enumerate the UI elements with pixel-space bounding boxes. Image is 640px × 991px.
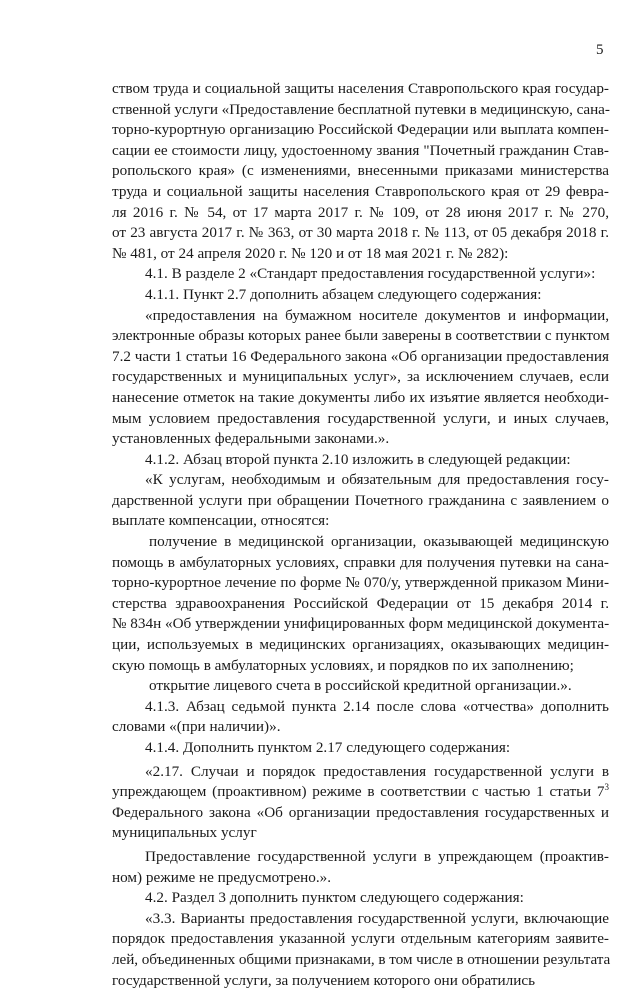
text-line: «2.17. Случаи и порядок предоставления государственной услуги в — [145, 762, 609, 780]
text-line: ственной услуги «Предоставление бесплатной путевки в медицинскую, сана- — [112, 100, 610, 118]
text-line: торно-курортную организацию Российской Федерации или выплата компен- — [112, 121, 609, 139]
document-body — [112, 79, 609, 991]
text-line: помощь в амбулаторных условиях, справки для получения путевки на сана- — [112, 553, 609, 571]
text-line: получение в медицинской организации, оказывающей медицинскую — [149, 533, 609, 551]
text-line: от 23 августа 2017 г. № 363, от 30 марта 2018 г. № 113, от 05 декабря 2018 г. — [112, 224, 609, 242]
superscript-mark: 3 — [604, 782, 609, 793]
text-line: «3.3. Варианты предоставления государственной услуги, включающие — [145, 909, 609, 927]
text-line — [112, 782, 609, 803]
subsection-heading: 4.1.2. Абзац второй пункта 2.10 изложить в следующей редакции: — [145, 450, 571, 468]
text-line: «предоставления на бумажном носителе документов и информации, — [145, 306, 609, 324]
text-line: сации ее стоимости лицу, удостоенному звания "Почетный гражданин Став- — [112, 141, 609, 159]
text-line: мым условием предоставления государственной услуги, и иных случаев, — [112, 409, 609, 427]
text-line: скую помощь в амбулаторных условиях, и порядков по их заполнению; — [112, 656, 574, 674]
text-line: Федерального закона «Об организации предоставления государственных и — [112, 803, 609, 821]
text-line: лей, объединенных общими признаками, в том числе в отношении результата — [112, 950, 611, 968]
text-line: Предоставление государственной услуги в упреждающем (проактив- — [145, 847, 609, 865]
section-heading: 4.2. Раздел 3 дополнить пунктом следующего содержания: — [145, 889, 524, 907]
text-line: установленных федеральными законами.». — [112, 430, 390, 448]
text-line: ропольского края» (с изменениями, внесенными приказами министерства — [112, 162, 609, 180]
text-line: открытие лицевого счета в российской кредитной организации.». — [149, 677, 572, 695]
text-line: государственных и муниципальных услуг», за исключением случаев, если — [112, 368, 609, 386]
page-number: 5 — [596, 42, 604, 58]
text-line: выплате компенсации, относятся: — [112, 512, 330, 530]
text-line: «К услугам, необходимым и обязательным для предоставления госу- — [145, 471, 609, 489]
subsection-heading: 4.1.4. Дополнить пунктом 2.17 следующего содержания: — [145, 739, 511, 756]
text-line: 7.2 части 1 статьи 16 Федерального закона «Об организации предоставления — [112, 347, 610, 365]
text-line: электронные образы которых ранее были заверены в соответствии с пунктом — [112, 327, 610, 345]
text-line: ля 2016 г. № 54, от 17 марта 2017 г. № 109, от 28 июня 2017 г. № 270, — [112, 203, 609, 221]
text-line: государственной услуги, за получением которого они обратились — [112, 971, 536, 989]
text-line: труда и социальной защиты населения Ставропольского края от 29 февра- — [112, 182, 609, 200]
text-line: ции, используемых в медицинских организациях, оказывающих медицин- — [112, 636, 609, 654]
text-line: муниципальных услуг — [112, 824, 257, 842]
section-heading: 4.1. В разделе 2 «Стандарт предоставления государственной услуги»: — [145, 265, 596, 283]
text-line: нанесение отметок на такие документы либо их изъятие является необходи- — [112, 388, 609, 406]
text-line: ном) режиме не предусмотрено.». — [112, 868, 332, 886]
text-line: стерства здравоохранения Российской Федерации от 15 декабря 2014 г. — [112, 594, 609, 612]
text-line: дарственной услуги при обращении Почетного гражданина с заявлением о — [112, 491, 609, 509]
subsection-heading: 4.1.3. Абзац седьмой пункта 2.14 после слова «отчества» дополнить — [145, 697, 609, 715]
text-line: № 481, от 24 апреля 2020 г. № 120 и от 18 мая 2021 г. № 282): — [112, 244, 509, 262]
text-line: порядок предоставления указанной услуги отдельным категориям заявите- — [112, 930, 609, 948]
text-line-body: упреждающем (проактивном) режиме в соответствии с частью 1 статьи 7 — [112, 783, 605, 801]
text-line: ством труда и социальной защиты населения Ставропольского края государ- — [112, 80, 609, 97]
text-line: № 834н «Об утверждении унифицированных форм медицинской документа- — [112, 615, 610, 633]
text-line: словами «(при наличии)». — [112, 718, 281, 736]
subsection-heading: 4.1.1. Пункт 2.7 дополнить абзацем следующего содержания: — [145, 285, 542, 303]
text-line: торно-курортное лечение по форме № 070/у, утвержденной приказом Мини- — [112, 574, 609, 592]
